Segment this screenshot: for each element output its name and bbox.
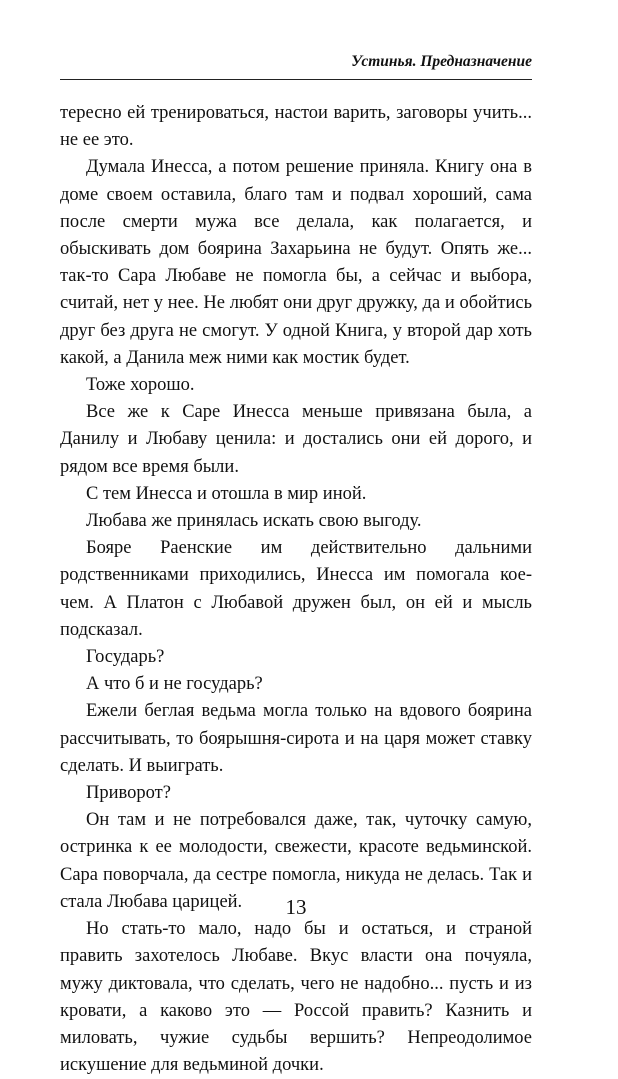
body-text xyxy=(60,100,532,1079)
paragraph: Приворот? xyxy=(86,783,171,804)
paragraph: Ежели беглая ведьма могла только на вдового боярина рассчитывать, то боярышня-сирота и на царя может ставку сделать. И выиграть. xyxy=(60,701,532,776)
page-number: 13 xyxy=(285,895,307,919)
paragraph: С тем Инесса и отошла в мир иной. xyxy=(86,483,367,504)
paragraph: Он там и не потребовался даже, так, чуточку самую, остринка к ее молодости, свежести, красоте ведьминской. Сара поворчала, да сестре помогла, никуда не делась. Так и стала Любава царицей. xyxy=(60,810,532,912)
paragraph: Любава же принялась искать свою выгоду. xyxy=(86,511,422,532)
paragraph: Тоже хорошо. xyxy=(86,375,195,396)
paragraph: Думала Инесса, а потом решение приняла. Книгу она в доме своем оставила, благо там и подвал хороший, сама после смерти мужа все делала, как полагается, и обыскивать дом боярина Захарьина не будут. Опять же... так-то Сара Любаве не помогла бы, а сейчас и выбора, считай, нет у нее. Не любят они друг дружку, да и обойтись друг без друга не смогут. У одной Книга, у второй дар хоть какой, а Данила меж ними как мостик будет. xyxy=(60,157,532,368)
running-head: Устинья. Предназначение xyxy=(351,53,532,70)
paragraph: Бояре Раенские им действительно дальними родственниками приходились, Инесса им помогала кое-чем. А Платон с Любавой дружен был, он ей и мысль подсказал. xyxy=(60,538,532,640)
paragraph: Государь? xyxy=(86,647,165,668)
paragraph: Но стать-то мало, надо бы и остаться, и страной править захотелось Любаве. Вкус власти она почуяла, мужу диктовала, что сделать, чего не надобно... пусть и из кровати, а каково это — Россой править? Казнить и миловать, чужие судьбы вершить? Непреодолимое искушение для ведьминой дочки. xyxy=(60,919,532,1076)
paragraph: тересно ей тренироваться, настои варить, заговоры учить... не ее это. xyxy=(60,103,532,151)
header-rule xyxy=(60,79,532,80)
paragraph: Все же к Саре Инесса меньше привязана была, а Данилу и Любаву ценила: и достались они ей дорого, и рядом все время были. xyxy=(60,402,532,477)
paragraph: А что б и не государь? xyxy=(86,674,263,695)
